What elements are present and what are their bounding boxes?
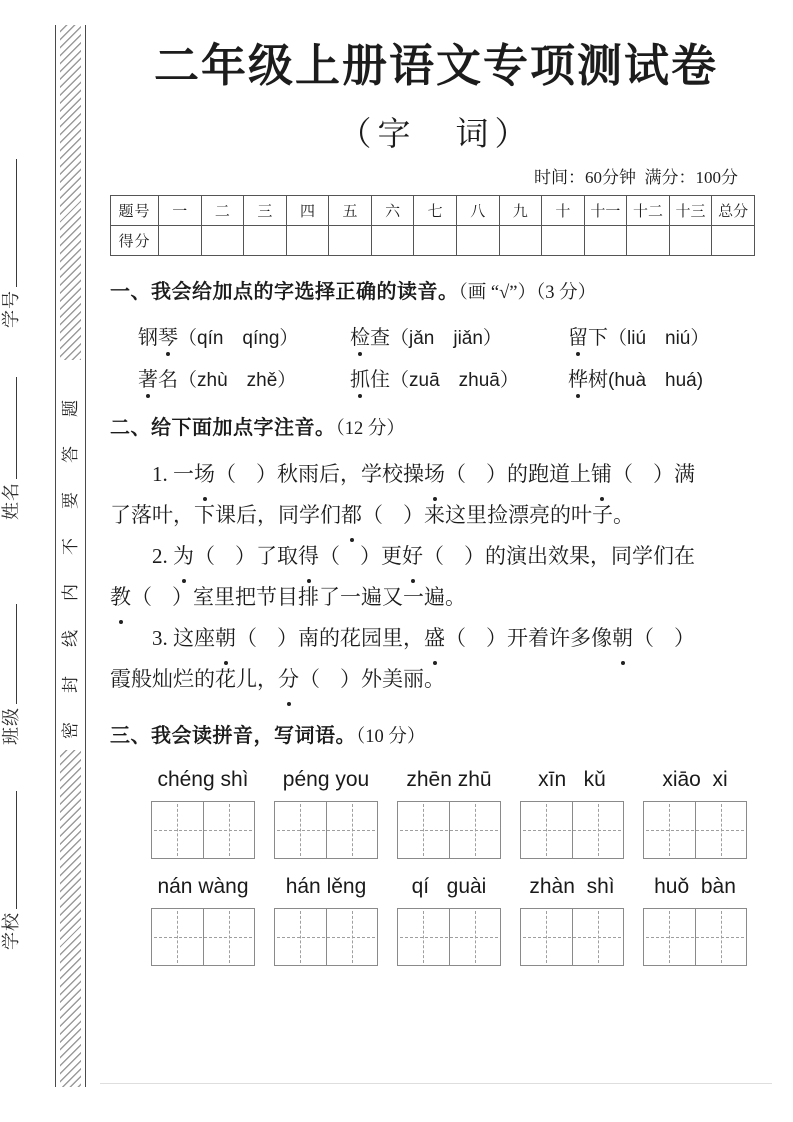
score-table-col-header: 十一	[584, 196, 627, 226]
score-cell	[244, 226, 287, 256]
sentence-line	[110, 536, 762, 577]
writing-cell	[326, 802, 378, 858]
writing-cell	[449, 802, 501, 858]
field-school	[0, 785, 24, 950]
score-cell	[627, 226, 670, 256]
score-cell	[456, 226, 499, 256]
section2-heading-text: 二、给下面加点字注音。	[110, 417, 336, 440]
field-name	[0, 370, 24, 520]
dotted-character: 得	[298, 536, 319, 577]
character: 下	[588, 327, 608, 350]
seal-band	[55, 25, 86, 1087]
word-writing-column	[398, 875, 500, 966]
answer-blank: （ ）	[131, 585, 193, 610]
score-table-col-header: 三	[244, 196, 287, 226]
answer-blank: （ ）	[612, 462, 674, 487]
pronunciation-item	[138, 321, 350, 350]
word-writing-column	[398, 768, 500, 859]
hatch-pattern-top	[60, 25, 81, 360]
score-table-score-row	[111, 226, 755, 256]
sentence-text: 外美丽。	[361, 667, 445, 692]
answer-blank: （ ）	[194, 544, 256, 569]
writing-box	[520, 801, 624, 859]
pinyin-label: xiāo xi	[662, 768, 728, 792]
score-table-row2-label: 得分	[111, 226, 159, 256]
writing-cell	[398, 909, 449, 965]
writing-cell	[695, 909, 747, 965]
pinyin-label: zhēn zhū	[406, 768, 492, 792]
pronunciation-item	[568, 363, 762, 392]
score-cell	[201, 226, 244, 256]
sentence-text: 1. 一	[152, 462, 194, 487]
pinyin-options: （qín qíng）	[178, 328, 299, 350]
section1-heading-text: 一、我会给加点的字选择正确的读音。	[110, 281, 459, 304]
exam-meta: 时间：60分钟 满分：100分	[534, 168, 738, 188]
score-table-col-header: 六	[371, 196, 414, 226]
field-student-number	[0, 150, 24, 328]
writing-cell	[275, 802, 326, 858]
sentence-text: 3. 这座	[152, 626, 215, 651]
sentence-text: 室里把节目排了一遍又一遍。	[193, 585, 466, 610]
writing-cell	[326, 909, 378, 965]
pinyin-label: chéng shì	[157, 768, 249, 792]
writing-cell	[644, 909, 695, 965]
section2-heading	[110, 413, 762, 444]
word-writing-column	[521, 875, 623, 966]
dotted-character: 场	[194, 454, 215, 495]
score-table-col-header: 一	[159, 196, 202, 226]
field-name-line	[14, 377, 17, 479]
page-bottom-edge	[100, 1083, 772, 1084]
section1-heading	[110, 277, 762, 308]
section1-heading-score: （画 “√”）（3 分）	[458, 283, 597, 304]
score-cell	[159, 226, 202, 256]
answer-blank: （ ）	[445, 626, 507, 651]
sentence-line	[110, 577, 762, 618]
writing-cell	[521, 802, 572, 858]
section3-heading-score: （10 分）	[356, 727, 426, 748]
answer-blank: （ ）	[236, 626, 298, 651]
score-table-col-header: 十二	[627, 196, 670, 226]
section3-heading-text: 三、我会读拼音，写词语。	[110, 725, 356, 748]
writing-cell	[521, 909, 572, 965]
writing-box	[520, 908, 624, 966]
score-cell	[499, 226, 542, 256]
pinyin-options: （liú niú）	[608, 328, 710, 350]
dotted-character: 盛	[424, 618, 445, 659]
score-cell	[542, 226, 585, 256]
writing-box	[397, 908, 501, 966]
score-cell	[414, 226, 457, 256]
word-writing-column	[521, 768, 623, 859]
score-cell	[286, 226, 329, 256]
sentence-text: 了取	[256, 544, 298, 569]
pronunciation-item	[350, 321, 568, 350]
sentence-text: 的演出效果，同学们在	[485, 544, 695, 569]
answer-blank: （ ）	[633, 626, 695, 651]
section1-items	[110, 321, 762, 392]
character: 钢	[138, 327, 158, 350]
dotted-character: 为	[173, 536, 194, 577]
writing-cell	[203, 909, 255, 965]
dotted-character: 铺	[591, 454, 612, 495]
sentence-line	[110, 618, 762, 659]
pinyin-row-2	[152, 875, 746, 966]
dotted-character: 场	[424, 454, 445, 495]
score-table-col-header: 十三	[669, 196, 712, 226]
dotted-character: 检	[350, 321, 370, 350]
sentence-text: 开着许多像	[507, 626, 612, 651]
writing-cell	[572, 909, 624, 965]
dotted-character: 抓	[350, 363, 370, 392]
sentence-text: 秋雨后，学校操	[277, 462, 424, 487]
score-cell	[712, 226, 755, 256]
score-table-col-header: 八	[456, 196, 499, 226]
sentence-text: 的跑道上	[507, 462, 591, 487]
pronunciation-item	[568, 321, 762, 350]
writing-cell	[152, 909, 203, 965]
dotted-character: 分	[278, 659, 299, 700]
word-writing-column	[644, 875, 746, 966]
field-class-label: 班级	[1, 707, 21, 745]
score-table-col-header: 五	[329, 196, 372, 226]
field-name-label: 姓名	[1, 482, 21, 520]
word-writing-column	[275, 768, 377, 859]
pinyin-options: （jǎn jiǎn）	[390, 328, 502, 350]
sentence-line	[110, 659, 762, 700]
word-writing-column	[644, 768, 746, 859]
answer-blank: （ ）	[445, 462, 507, 487]
writing-box	[643, 908, 747, 966]
pinyin-label: nán wàng	[157, 875, 249, 899]
writing-cell	[275, 909, 326, 965]
word-writing-column	[152, 875, 254, 966]
sentence-text: 2.	[152, 544, 173, 569]
pinyin-label: xīn kǔ	[538, 768, 606, 792]
paper-content	[110, 0, 762, 966]
score-cell	[669, 226, 712, 256]
sentence-text: 了落叶，下课后，同学们	[110, 503, 341, 528]
score-table	[110, 195, 755, 256]
sentence-line	[110, 454, 762, 495]
dotted-character: 朝	[612, 618, 633, 659]
answer-blank: （ ）	[362, 503, 424, 528]
dotted-character: 桦	[568, 363, 588, 392]
field-class	[0, 597, 24, 745]
writing-box	[274, 801, 378, 859]
dotted-character: 琴	[158, 321, 178, 350]
field-student-number-label: 学号	[1, 290, 21, 328]
writing-box	[397, 801, 501, 859]
score-cell	[329, 226, 372, 256]
writing-box	[643, 801, 747, 859]
pinyin-options: （zuā zhuā）	[390, 370, 519, 392]
pinyin-options: (huà huá)	[608, 370, 704, 392]
writing-box	[274, 908, 378, 966]
field-student-number-line	[14, 159, 17, 287]
field-school-label: 学校	[1, 912, 21, 950]
answer-blank: （ ）	[319, 544, 381, 569]
pinyin-label: qí guài	[411, 875, 487, 899]
writing-cell	[572, 802, 624, 858]
seal-text: 密封线内不要答题	[61, 371, 80, 739]
field-school-line	[14, 791, 17, 909]
sentence-text: 南的花园里，	[298, 626, 424, 651]
hatch-pattern-bottom	[60, 750, 81, 1087]
sentence-text: 来这里捡漂亮的叶子。	[424, 503, 634, 528]
pinyin-label: zhàn shì	[529, 875, 615, 899]
score-table-header-row	[111, 196, 755, 226]
pinyin-label: péng you	[282, 768, 370, 792]
score-table-col-header: 四	[286, 196, 329, 226]
section2-heading-score: （12 分）	[335, 419, 405, 440]
pinyin-label: hán lěng	[285, 875, 367, 899]
dotted-character: 朝	[215, 618, 236, 659]
score-table-col-header: 总分	[712, 196, 755, 226]
dotted-character: 教	[110, 577, 131, 618]
character: 住	[370, 369, 390, 392]
sentence-text: 更	[381, 544, 402, 569]
dotted-character: 留	[568, 321, 588, 350]
writing-cell	[398, 802, 449, 858]
section2-sentences	[110, 454, 762, 700]
answer-blank: （ ）	[423, 544, 485, 569]
writing-cell	[152, 802, 203, 858]
character: 查	[370, 327, 390, 350]
sentence-line	[110, 495, 762, 536]
score-table-col-header: 九	[499, 196, 542, 226]
score-table-row1-label: 题号	[111, 196, 159, 226]
score-cell	[371, 226, 414, 256]
dotted-character: 都	[341, 495, 362, 536]
dotted-character: 好	[402, 536, 423, 577]
pronunciation-item	[350, 363, 568, 392]
pinyin-options: （zhù zhě）	[178, 370, 297, 392]
field-class-line	[14, 604, 17, 704]
writing-cell	[203, 802, 255, 858]
writing-cell	[449, 909, 501, 965]
answer-blank: （ ）	[215, 462, 277, 487]
dotted-character: 著	[138, 363, 158, 392]
writing-cell	[695, 802, 747, 858]
writing-cell	[644, 802, 695, 858]
pinyin-label: huǒ bàn	[654, 875, 736, 899]
paper-subtitle: （字 词）	[338, 117, 534, 154]
writing-box	[151, 908, 255, 966]
character: 名	[158, 369, 178, 392]
score-table-col-header: 二	[201, 196, 244, 226]
sentence-text: 霞般灿烂的花儿，	[110, 667, 278, 692]
pinyin-row-1	[152, 768, 746, 859]
sentence-text: 满	[674, 462, 695, 487]
character: 树	[588, 369, 608, 392]
paper-title: 二年级上册语文专项测试卷	[153, 41, 718, 91]
word-writing-column	[152, 768, 254, 859]
pronunciation-item	[138, 363, 350, 392]
score-table-col-header: 十	[542, 196, 585, 226]
answer-blank: （ ）	[299, 667, 361, 692]
section3-heading	[110, 721, 762, 752]
score-table-col-header: 七	[414, 196, 457, 226]
word-writing-column	[275, 875, 377, 966]
writing-box	[151, 801, 255, 859]
score-cell	[584, 226, 627, 256]
